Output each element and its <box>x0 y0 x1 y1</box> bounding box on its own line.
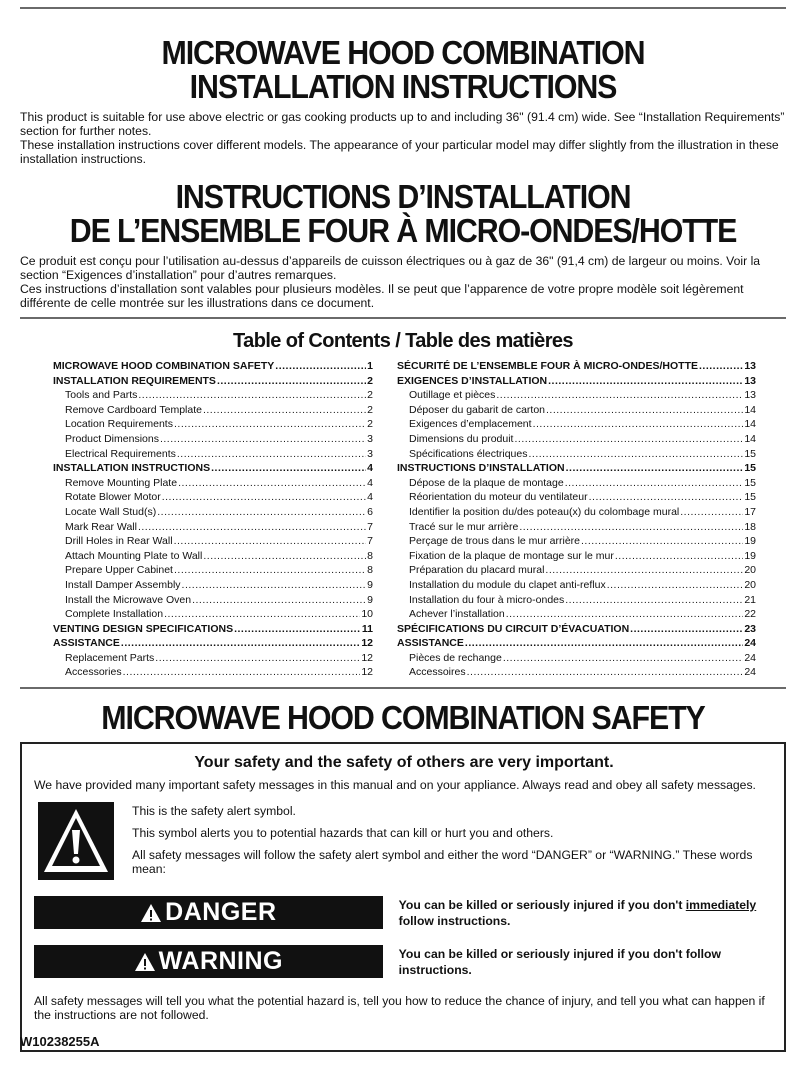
toc-entry-title: Pièces de rechange <box>409 651 502 664</box>
toc-entry-page: 14 <box>744 418 756 431</box>
toc-entry[interactable] <box>397 665 756 680</box>
english-intro-paragraph-1: This product is suitable for use above electric or gas cooking products up to and including 36" (91.4 cm) wide. See “Installation Requirements” section for further notes. <box>20 110 785 138</box>
toc-leader-dots <box>121 636 360 651</box>
toc-leader-dots <box>174 534 367 549</box>
toc-leader-dots <box>178 476 366 491</box>
toc-entry-page: 13 <box>744 389 756 402</box>
toc-leader-dots <box>519 520 743 535</box>
toc-entry[interactable] <box>53 665 373 680</box>
french-title-line-1: INSTRUCTIONS D’INSTALLATION <box>175 178 631 215</box>
toc-leader-dots <box>565 476 744 491</box>
toc-entry-title: Accessories <box>65 666 122 679</box>
toc-entry-title: Tools and Parts <box>65 389 138 402</box>
toc-entry[interactable] <box>53 505 373 520</box>
toc-leader-dots <box>566 461 744 476</box>
toc-entry-page: 3 <box>367 447 373 460</box>
toc-entry-title: INSTRUCTIONS D’INSTALLATION <box>397 462 565 475</box>
french-intro-paragraph-2: Ces instructions d’installation sont valables pour plusieurs modèles. Il se peut que l’apparence de votre propre modèle soit légèrement différente de celle montrée sur les illustrations dans ce document. <box>20 282 744 310</box>
toc-entry-title: Spécifications électriques <box>409 447 528 460</box>
toc-entry-title: Install Damper Assembly <box>65 578 181 591</box>
toc-leader-dots <box>546 403 743 418</box>
toc-entry-page: 15 <box>744 462 756 475</box>
toc-entry-page: 12 <box>361 666 373 679</box>
toc-leader-dots <box>217 374 366 389</box>
top-rule <box>20 7 786 9</box>
safety-heading: Your safety and the safety of others are very important. <box>194 754 614 772</box>
toc-leader-dots <box>699 359 743 374</box>
toc-leader-dots <box>157 505 366 520</box>
toc-entry-title: EXIGENCES D’INSTALLATION <box>397 374 548 387</box>
toc-entry-title: Installation du module du clapet anti-reflux <box>409 578 606 591</box>
toc-entry-page: 2 <box>367 374 373 387</box>
alert-symbol-icon <box>140 903 162 923</box>
toc-entry-title: Drill Holes in Rear Wall <box>65 535 173 548</box>
toc-leader-dots <box>467 665 744 680</box>
toc-leader-dots <box>138 388 366 403</box>
toc-entry-title: Préparation du placard mural <box>409 564 545 577</box>
toc-leader-dots <box>533 417 744 432</box>
toc-entry-title: Remove Mounting Plate <box>65 476 178 489</box>
toc-entry-title: Attach Mounting Plate to Wall <box>65 549 203 562</box>
toc-entry-page: 8 <box>367 549 373 562</box>
toc-entry-title: Outillage et pièces <box>409 389 496 402</box>
toc-entry-title: Installation du four à micro-ondes <box>409 593 565 606</box>
safety-footer-text: All safety messages will tell you what the potential hazard is, tell you how to reduce the chance of injury, and tell you what can happen if the instructions are not followed. <box>34 994 765 1023</box>
toc-title: Table of Contents / Table des matières <box>233 330 573 352</box>
toc-entry-title: Rotate Blower Motor <box>65 491 161 504</box>
toc-entry[interactable] <box>397 417 756 432</box>
toc-entry[interactable] <box>53 607 373 622</box>
toc-leader-dots <box>234 622 361 637</box>
toc-entry[interactable] <box>397 359 756 374</box>
toc-leader-dots <box>630 622 743 637</box>
toc-entry-title: Perçage de trous dans le mur arrière <box>409 535 580 548</box>
danger-signal-word <box>34 896 383 929</box>
toc-entry[interactable] <box>53 476 373 491</box>
toc-entry-page: 17 <box>744 505 756 518</box>
toc-entry-page: 9 <box>367 593 373 606</box>
toc-entry-page: 24 <box>744 651 756 664</box>
toc-entry-page: 8 <box>367 564 373 577</box>
document-number: W10238255A <box>20 1034 100 1049</box>
safety-box <box>20 742 786 1052</box>
toc-leader-dots <box>496 388 743 403</box>
table-of-contents <box>20 359 786 680</box>
toc-entry[interactable] <box>53 593 373 608</box>
toc-entry-title: Remove Cardboard Template <box>65 403 202 416</box>
toc-entry-title: Déposer du gabarit de carton <box>409 403 546 416</box>
toc-entry[interactable] <box>53 520 373 535</box>
toc-entry[interactable] <box>53 374 373 389</box>
toc-entry-page: 7 <box>367 520 373 533</box>
toc-entry-page: 12 <box>361 637 373 650</box>
safety-alert-block <box>34 802 774 877</box>
danger-description <box>399 897 774 929</box>
toc-entry[interactable] <box>53 447 373 462</box>
toc-entry[interactable] <box>53 432 373 447</box>
toc-entry[interactable] <box>397 490 756 505</box>
english-title-line-2: INSTALLATION INSTRUCTIONS <box>189 68 617 105</box>
toc-leader-dots <box>162 490 366 505</box>
toc-entry-title: VENTING DESIGN SPECIFICATIONS <box>53 622 234 635</box>
toc-entry-title: Fixation de la plaque de montage sur le mur <box>409 549 614 562</box>
english-intro-paragraph-2: These installation instructions cover different models. The appearance of your particular model may differ slightly from the illustration in these installation instructions. <box>20 138 779 166</box>
toc-entry-title: Prepare Upper Cabinet <box>65 564 173 577</box>
toc-entry-page: 2 <box>367 403 373 416</box>
toc-entry[interactable] <box>397 534 756 549</box>
toc-entry-page: 7 <box>367 535 373 548</box>
french-intro-paragraph-1: Ce produit est conçu pour l’utilisation au-dessus d’appareils de cuisson électriques ou à gaz de 36" (91,4 cm) de largeur ou moins. Voir la section “Exigences d’installation” pour d’autres remarques. <box>20 254 761 282</box>
toc-entry-title: Install the Microwave Oven <box>65 593 192 606</box>
toc-leader-dots <box>615 549 743 564</box>
toc-leader-dots <box>503 651 743 666</box>
english-title-line-1: MICROWAVE HOOD COMBINATION <box>161 34 645 71</box>
toc-entry[interactable] <box>397 505 756 520</box>
french-title <box>51 180 756 248</box>
toc-entry-page: 1 <box>367 360 373 372</box>
toc-entry-page: 2 <box>367 389 373 402</box>
warning-triangle-icon <box>38 802 114 880</box>
toc-leader-dots <box>506 607 744 622</box>
toc-entry-page: 22 <box>744 608 756 621</box>
toc-entry-page: 11 <box>361 622 373 635</box>
toc-entry[interactable] <box>397 549 756 564</box>
english-title <box>51 36 756 104</box>
toc-entry-page: 4 <box>367 491 373 504</box>
toc-column-french <box>397 359 756 680</box>
toc-column-english <box>53 359 373 680</box>
toc-entry-page: 20 <box>744 564 756 577</box>
warning-signal-word <box>34 945 383 978</box>
toc-entry[interactable] <box>53 359 373 374</box>
toc-entry-page: 13 <box>744 360 756 372</box>
toc-entry-page: 23 <box>744 622 756 635</box>
toc-entry-page: 6 <box>367 505 373 518</box>
safety-intro: We have provided many important safety messages in this manual and on your appliance. Always read and obey all safety messages. <box>34 778 756 793</box>
toc-entry[interactable] <box>53 563 373 578</box>
toc-entry-title: INSTALLATION REQUIREMENTS <box>53 374 216 387</box>
toc-entry[interactable] <box>53 388 373 403</box>
toc-leader-dots <box>589 490 744 505</box>
toc-entry-page: 14 <box>744 432 756 445</box>
toc-entry-page: 20 <box>744 578 756 591</box>
toc-leader-dots <box>174 417 366 432</box>
toc-entry[interactable] <box>53 534 373 549</box>
danger-label: DANGER <box>165 898 277 927</box>
toc-entry[interactable] <box>397 388 756 403</box>
safety-alert-text <box>132 804 772 884</box>
toc-entry-title: Identifier la position du/des poteau(x) du colombage mural <box>409 505 680 518</box>
toc-entry-title: MICROWAVE HOOD COMBINATION SAFETY <box>53 360 275 372</box>
toc-entry[interactable] <box>397 563 756 578</box>
toc-leader-dots <box>155 651 360 666</box>
toc-entry[interactable] <box>53 651 373 666</box>
toc-entry[interactable] <box>397 593 756 608</box>
toc-entry-page: 15 <box>744 476 756 489</box>
toc-entry-title: Achever l’installation <box>409 608 505 621</box>
toc-leader-dots <box>565 593 743 608</box>
toc-leader-dots <box>182 578 367 593</box>
toc-leader-dots <box>211 461 366 476</box>
toc-leader-dots <box>680 505 743 520</box>
toc-entry[interactable] <box>397 461 756 476</box>
safety-section-title <box>51 701 756 735</box>
toc-entry-title: Dépose de la plaque de montage <box>409 476 564 489</box>
toc-entry-page: 10 <box>361 608 373 621</box>
toc-leader-dots <box>177 447 366 462</box>
toc-entry[interactable] <box>53 622 373 637</box>
toc-entry-title: SPÉCIFICATIONS DU CIRCUIT D’ÉVACUATION <box>397 622 630 635</box>
toc-entry[interactable] <box>397 651 756 666</box>
toc-entry[interactable] <box>53 549 373 564</box>
toc-entry-title: Dimensions du produit <box>409 432 514 445</box>
toc-entry-page: 9 <box>367 578 373 591</box>
toc-leader-dots <box>123 665 361 680</box>
toc-entry[interactable] <box>397 622 756 637</box>
toc-leader-dots <box>581 534 743 549</box>
toc-entry-title: Complete Installation <box>65 608 164 621</box>
toc-entry[interactable] <box>53 490 373 505</box>
toc-entry-title: SÉCURITÉ DE L’ENSEMBLE FOUR À MICRO-ONDES/HOTTE <box>397 360 699 372</box>
danger-desc-emphasis: immediately <box>685 897 757 912</box>
toc-entry-page: 4 <box>367 476 373 489</box>
alert-line-2: This symbol alerts you to potential hazards that can kill or hurt you and others. <box>132 826 554 841</box>
section-rule <box>20 317 786 319</box>
toc-leader-dots <box>548 374 743 389</box>
toc-entry-title: Mark Rear Wall <box>65 520 137 533</box>
toc-entry-title: Product Dimensions <box>65 432 159 445</box>
french-title-line-2: DE L’ENSEMBLE FOUR À MICRO-ONDES/HOTTE <box>69 212 737 249</box>
danger-row <box>34 896 774 929</box>
alert-line-1: This is the safety alert symbol. <box>132 804 296 819</box>
toc-entry-page: 24 <box>744 637 756 650</box>
toc-entry-page: 15 <box>744 447 756 460</box>
toc-entry-title: ASSISTANCE <box>397 637 464 650</box>
toc-entry-page: 12 <box>361 651 373 664</box>
toc-entry-page: 14 <box>744 403 756 416</box>
toc-entry[interactable] <box>53 403 373 418</box>
toc-leader-dots <box>138 520 366 535</box>
toc-leader-dots <box>160 432 366 447</box>
danger-desc-text: You can be killed or seriously injured if you don't <box>398 897 686 912</box>
toc-entry[interactable] <box>397 374 756 389</box>
toc-entry-title: INSTALLATION INSTRUCTIONS <box>53 462 211 475</box>
toc-leader-dots <box>203 403 366 418</box>
toc-entry[interactable] <box>397 636 756 651</box>
toc-entry[interactable] <box>397 447 756 462</box>
alert-line-3: All safety messages will follow the safety alert symbol and either the word “DANGER” or “WARNING.” These words mean: <box>132 848 753 877</box>
toc-entry[interactable] <box>397 476 756 491</box>
toc-entry[interactable] <box>397 432 756 447</box>
toc-leader-dots <box>465 636 743 651</box>
toc-entry-title: ASSISTANCE <box>53 637 120 650</box>
warning-row <box>34 945 774 978</box>
toc-leader-dots <box>528 447 743 462</box>
toc-entry[interactable] <box>397 403 756 418</box>
section-rule <box>20 687 786 689</box>
toc-entry-page: 19 <box>744 535 756 548</box>
toc-entry[interactable] <box>53 417 373 432</box>
toc-entry-title: Electrical Requirements <box>65 447 176 460</box>
toc-entry[interactable] <box>397 520 756 535</box>
french-intro <box>20 254 786 310</box>
toc-entry-page: 24 <box>744 666 756 679</box>
toc-leader-dots <box>275 359 366 374</box>
toc-leader-dots <box>164 607 360 622</box>
danger-desc-text-end: follow instructions. <box>398 913 511 928</box>
english-intro <box>20 110 786 166</box>
toc-entry[interactable] <box>397 607 756 622</box>
toc-leader-dots <box>174 563 366 578</box>
warning-description: You can be killed or seriously injured if you don't follow instructions. <box>398 946 721 977</box>
toc-entry-title: Réorientation du moteur du ventilateur <box>409 491 588 504</box>
toc-entry-page: 18 <box>744 520 756 533</box>
toc-entry-title: Location Requirements <box>65 418 173 431</box>
toc-entry-page: 15 <box>744 491 756 504</box>
toc-entry-title: Exigences d’emplacement <box>409 418 532 431</box>
toc-leader-dots <box>192 593 366 608</box>
toc-entry-page: 4 <box>367 462 373 475</box>
toc-entry-page: 3 <box>367 432 373 445</box>
toc-entry[interactable] <box>397 578 756 593</box>
toc-entry-page: 13 <box>744 374 756 387</box>
toc-entry-title: Replacement Parts <box>65 651 155 664</box>
toc-entry-page: 19 <box>744 549 756 562</box>
toc-leader-dots <box>545 563 743 578</box>
toc-entry-page: 2 <box>367 418 373 431</box>
toc-entry-title: Tracé sur le mur arrière <box>409 520 519 533</box>
alert-symbol-icon <box>134 952 156 972</box>
toc-leader-dots <box>514 432 743 447</box>
toc-entry[interactable] <box>53 461 373 476</box>
safety-section-title-text: MICROWAVE HOOD COMBINATION SAFETY <box>101 699 705 737</box>
toc-leader-dots <box>607 578 744 593</box>
toc-entry-title: Accessoires <box>409 666 466 679</box>
document-page <box>0 7 808 1073</box>
toc-entry[interactable] <box>53 578 373 593</box>
warning-label: WARNING <box>158 947 283 976</box>
toc-entry-title: Locate Wall Stud(s) <box>65 505 157 518</box>
toc-leader-dots <box>203 549 366 564</box>
toc-entry[interactable] <box>53 636 373 651</box>
toc-entry-page: 21 <box>744 593 756 606</box>
